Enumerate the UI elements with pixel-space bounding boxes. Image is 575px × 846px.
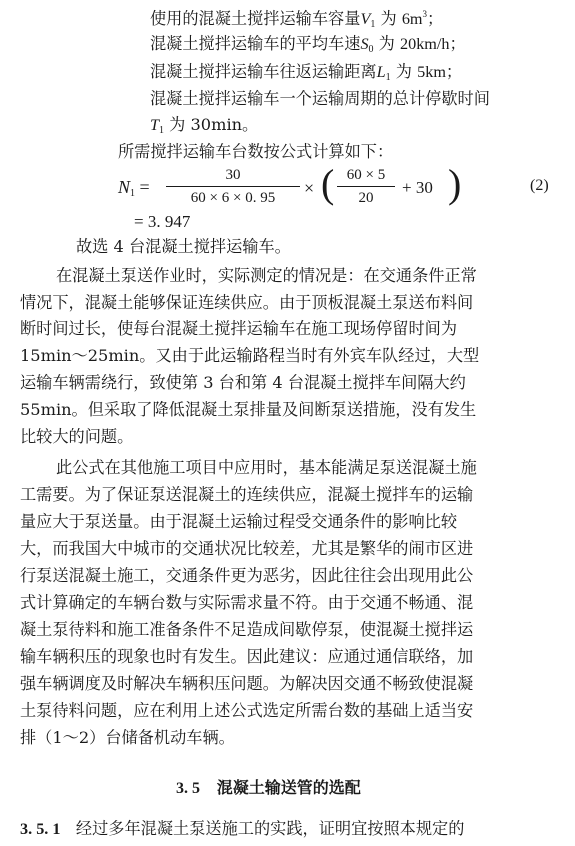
text-line: 工需要。为了保证泵送混凝土的连续供应，混凝土搅拌车的运输 (20, 485, 474, 504)
text-line: 输车辆积压的现象也时有发生。因此建议：应通过通信联络，加 (20, 647, 474, 666)
clause-line (20, 818, 464, 840)
list-item: 混凝土搅拌运输车往返运输距离$L_1$ 为 5km； (150, 62, 463, 83)
conclusion: 故选 4 台混凝土搅拌运输车。 (76, 237, 291, 256)
text-line: 量应大于泵送量。由于混凝土运输过程受交通条件的影响比较 (20, 512, 458, 531)
list-item: 使用的混凝土搅拌运输车容量$V_1$ 为 $6m^3$； (150, 9, 444, 30)
formula-intro: 所需搅拌运输车台数按公式计算如下： (118, 142, 394, 161)
formula-result: = 3. 947 (134, 212, 191, 231)
clause-text: 经过多年混凝土泵送施工的实践，证明宜按照本规定的 (75, 819, 465, 838)
fraction-1: 30 60 × 6 × 0. 95 (166, 166, 300, 207)
text-line: 行泵送混凝土施工，交通条件更为恶劣，因此往往会出现用此公 (20, 566, 474, 585)
formula-lhs: $N_1$ = (118, 177, 150, 199)
list-item: 混凝土搅拌运输车的平均车速$S_0$ 为 20km/h； (150, 34, 466, 55)
text-line: 情况下，混凝土能够保证连续供应。由于顶板混凝土泵送布料间 (20, 293, 474, 312)
list-item: 混凝土搅拌运输车一个运输周期的总计停歇时间 (150, 89, 490, 108)
text-line: 运输车辆需绕行，致使第 3 台和第 4 台混凝土搅拌车间隔大约 (20, 373, 466, 392)
text-line: 土泵待料问题，应在利用上述公式选定所需台数的基础上适当安 (20, 701, 474, 720)
text-line: 凝土泵待料和施工准备条件不足造成间歇停泵，使混凝土搅拌运 (20, 620, 474, 639)
text-line: 强车辆调度及时解决车辆积压问题。为解决因交通不畅致使混凝 (20, 674, 474, 693)
text-line: 在混凝土泵送作业时，实际测定的情况是：在交通条件正常 (56, 266, 477, 285)
list-item-continuation: $T_1$ 为 30min。 (150, 115, 259, 136)
equation-number: (2) (530, 177, 549, 194)
formula (118, 161, 568, 231)
right-paren: ) (448, 161, 462, 206)
plus-term: + 30 (402, 178, 433, 197)
text-line: 比较大的问题。 (20, 427, 134, 446)
text-line: 15min～25min。又由于此运输路程当时有外宾车队经过，大型 (20, 346, 480, 365)
fraction-2: 60 × 5 20 (337, 166, 395, 207)
text-line: 排（1～2）台储备机动车辆。 (20, 728, 235, 747)
times-sign: × (304, 178, 315, 198)
text-line: 断时间过长，使每台混凝土搅拌运输车在施工现场停留时间为 (20, 319, 458, 338)
text-line: 此公式在其他施工项目中应用时，基本能满足泵送混凝土施 (56, 458, 477, 477)
text-line: 55min。但采取了降低混凝土泵排量及间断泵送措施，没有发生 (20, 400, 477, 419)
text-line: 式计算确定的车辆台数与实际需求量不符。由于交通不畅通、混 (20, 593, 474, 612)
section-heading: 3. 5 混凝土输送管的选配 (176, 778, 361, 797)
clause-number: 3. 5. 1 (20, 820, 61, 838)
left-paren: ( (321, 161, 335, 206)
text-line: 大，而我国大中城市的交通状况比较差，尤其是繁华的闹市区进 (20, 539, 474, 558)
